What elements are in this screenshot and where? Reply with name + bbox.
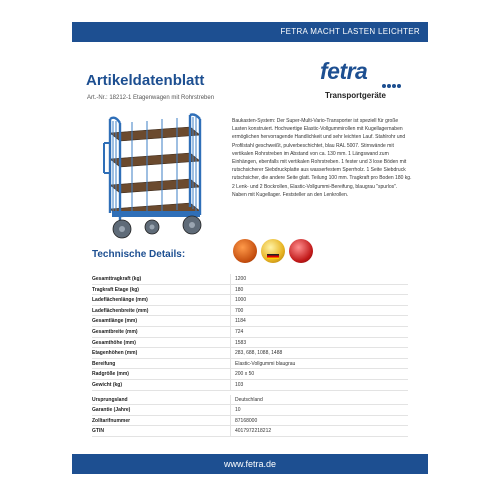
table-row: [92, 274, 408, 285]
table-row: [92, 380, 408, 391]
table-row: [92, 359, 408, 370]
spec-value: 10: [230, 405, 408, 415]
logo-brand: fetra: [320, 58, 368, 84]
spec-label: Ursprungsland: [92, 396, 128, 403]
made-in-germany-seal-icon: [261, 239, 285, 263]
spec-label: Zolltarifnummer: [92, 417, 131, 424]
spec-value: 200 x 50: [230, 369, 408, 379]
page-title: Artikeldatenblatt: [86, 72, 205, 89]
product-description: Baukasten-System: Der Super-Multi-Vario-Transporter ist speziell für große Lasten konstruiert. Hochwertige Elastic-Vollgummirollen mit Kugellagernaben ermöglichen hervorragende Handlichkeit und sehr leichten Lauf. Stahlrohr und Profilstahl geschweißt, pulverbeschichtet, blau RAL 5007. Stirnwände mit vertikalen Rohrstreben im Abstand von ca. 130 mm. 1 Längswand zum Einhängen, ebenfalls mit vertikalen Rohrstreben. 1 fester und 3 lose Böden mit rutschsicherer Siebdruckplatte aus wasserfestem Sperrholz. 1 Seite Siebdruck rutschsicher, die andere Seite glatt. Teilung 100 mm. Tragkraft pro Boden 180 kg. 2 Lenk- und 2 Bockrollen, Elastic-Vollgummi-Bereifung, blaugrau "spurlos". Naben mit Kugellager. Feststeller an den Lenkrollen.: [232, 118, 412, 198]
table-row: [92, 316, 408, 327]
spec-label: Etagenhöhen (mm): [92, 350, 138, 357]
spec-value: 87168000: [230, 416, 408, 426]
logo-subtitle: Transportgeräte: [325, 91, 386, 100]
quality-badges: [233, 239, 333, 265]
spec-label: GTIN: [92, 428, 104, 435]
spec-label: Gesamtlänge (mm): [92, 318, 138, 325]
spec-label: Ladeflächenbreite (mm): [92, 307, 149, 314]
spec-value: 283, 688, 1088, 1488: [230, 348, 408, 358]
table-row: [92, 426, 408, 437]
header-banner: [72, 22, 428, 42]
footer-url-link[interactable]: www.fetra.de: [223, 459, 277, 469]
quality-seal-icon: [233, 239, 257, 263]
table-row: [92, 395, 408, 406]
table-row: [92, 416, 408, 427]
footer-banner: [72, 454, 428, 474]
spec-label: Gesamthöhe (mm): [92, 339, 136, 346]
spec-value: Deutschland: [230, 395, 408, 405]
table-row: [92, 295, 408, 306]
table-row: [92, 405, 408, 416]
spec-value: 103: [230, 380, 408, 390]
spec-label: Gesamtbreite (mm): [92, 328, 138, 335]
spec-label: Bereifung: [92, 360, 116, 367]
fetra-logo: [320, 58, 415, 108]
table-row: [92, 327, 408, 338]
product-image: [92, 113, 214, 243]
spec-value: 1583: [230, 338, 408, 348]
header-tagline: FETRA MACHT LASTEN LEICHTER: [280, 27, 420, 36]
technical-details-title: Technische Details:: [92, 249, 186, 260]
spec-label: Ladeflächenlänge (mm): [92, 297, 148, 304]
table-row: [92, 338, 408, 349]
table-row: [92, 285, 408, 296]
spec-value: 180: [230, 285, 408, 295]
table-row: [92, 348, 408, 359]
table-row: [92, 306, 408, 317]
spec-value: 1200: [230, 274, 408, 284]
spec-label: Gewicht (kg): [92, 381, 123, 388]
spec-value: 1000: [230, 295, 408, 305]
spec-label: Radgröße (mm): [92, 371, 129, 378]
spec-label: Gesamttragkraft (kg): [92, 276, 142, 282]
spec-value: 1184: [230, 316, 408, 326]
spec-label: Tragkraft Etage (kg): [92, 286, 139, 293]
table-row: [92, 369, 408, 380]
spec-value: 4017972218212: [230, 426, 408, 436]
spec-value: 724: [230, 327, 408, 337]
specs-table: [92, 274, 408, 437]
page-subtitle: Art.-Nr.: 18212-1 Etagenwagen mit Rohrstreben: [87, 95, 215, 101]
spec-value: Elastic-Vollgummi blaugrau: [230, 359, 408, 369]
spec-label: Garantie (Jahre): [92, 407, 131, 414]
spec-value: 700: [230, 306, 408, 316]
total-stop-seal-icon: [289, 239, 313, 263]
